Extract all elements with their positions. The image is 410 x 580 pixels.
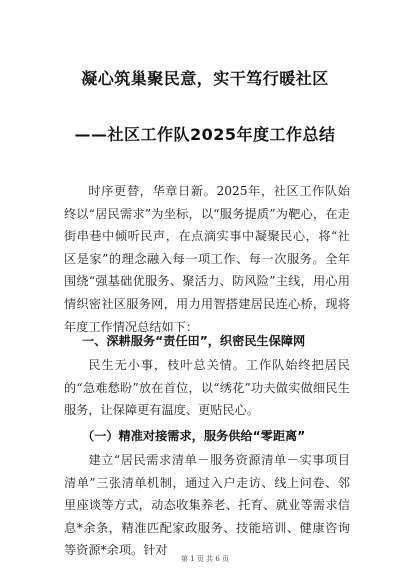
subsection-heading: （一）精准对接需求，服务供给“零距离” <box>82 429 306 443</box>
section-paragraph: 民生无小事，枝叶总关情。工作队始终把居民的“急难愁盼”放在首位，以“绣花”功夫做实做细民生服务，让保障更有温度、更贴民心。 <box>64 358 350 418</box>
document-subtitle: ——社区工作队2025年度工作总结 <box>74 125 336 144</box>
page-number-footer: 第 1 页 共 6 页 <box>180 555 230 563</box>
section-heading: 一、深耕服务“责任田”，织密民生保障网 <box>82 334 306 348</box>
intro-paragraph: 时序更替，华章日新。2025年，社区工作队始终以“居民需求”为坐标，以“服务提质”为靶心，在走街串巷中倾听民声，在点滴实事中凝聚民心，将“社区是家”的理念融入每一项工作、每一次服务。全年围绕“强基础优服务、聚活力、防风险”主线，用心用情织密社区服务网，用力用智搭建居民连心桥，现将年度工作情况总结如下： <box>64 184 350 334</box>
subsection-paragraph: 建立“居民需求清单－服务资源清单－实事项目清单”三张清单机制，通过入户走访、线上问卷、邻里座谈等方式，动态收集养老、托育、就业等需求信息*余条，精准匹配家政服务、技能培训、健康咨询等资源*余项。针对 <box>64 453 350 558</box>
document-title: 凝心筑巢聚民意，实干笃行暖社区 <box>81 69 329 88</box>
